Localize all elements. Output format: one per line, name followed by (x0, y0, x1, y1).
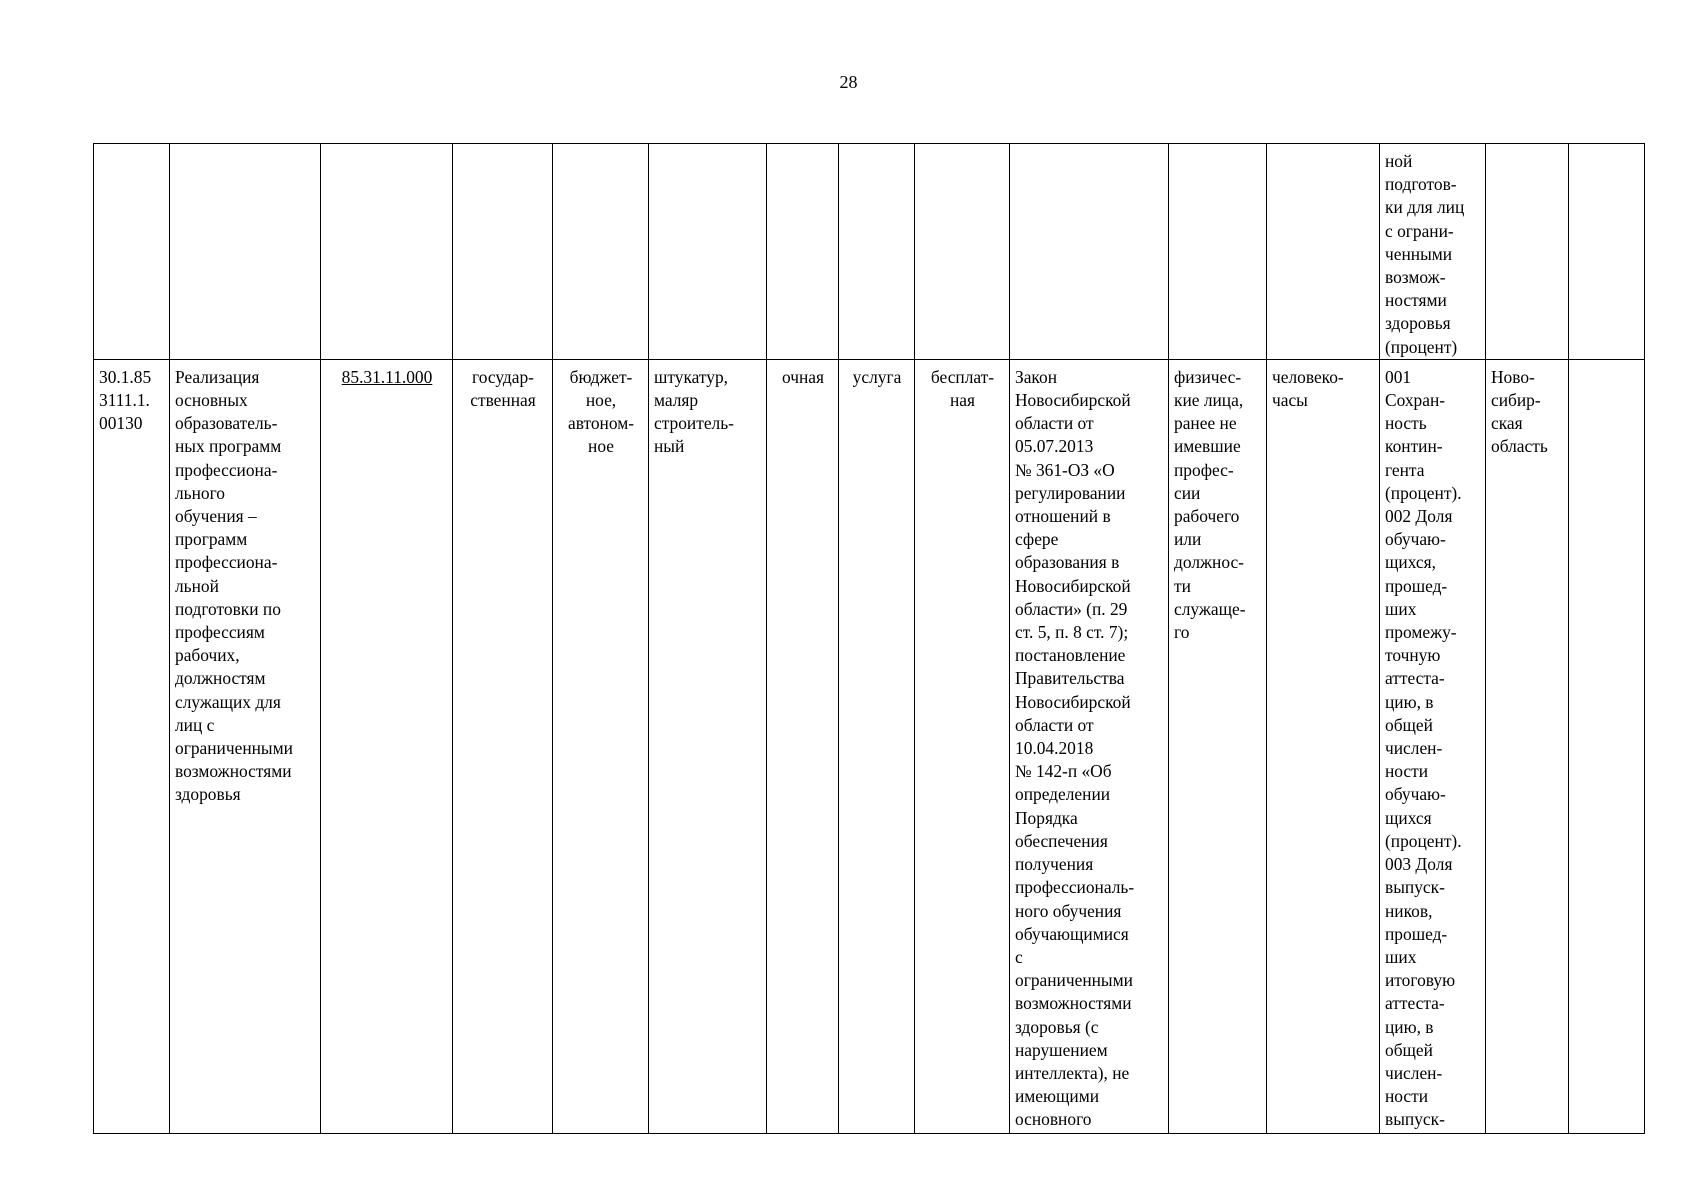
payment-cell: бесплат- ная (915, 359, 1010, 1133)
study-form-cell: очная (767, 359, 839, 1133)
table-cell (1569, 359, 1645, 1133)
service-name-cell: Реализация основных образователь- ных программ профессиона- льного обучения – программ профессиона- льной подготовки по профессиям рабочих, должностям служащих для лиц с ограниченными возможностями здоровья (170, 359, 321, 1133)
institution-type-cell: бюджет- ное, автоном- ное (553, 359, 649, 1133)
okved-code: 85.31.11.000 (341, 366, 433, 387)
region-cell: Ново- сибир- ская область (1486, 359, 1569, 1133)
volume-unit-cell: человеко- часы (1267, 359, 1380, 1133)
table-cell (1169, 144, 1267, 360)
legal-basis-cell: Закон Новосибирской области от 05.07.2013 № 361-ОЗ «О регулировании отношений в сфере образования в Новосибирской области» (п. 29 ст. 5, п. 8 ст. 7); постановление Правительства Новосибирской области от 10.04.2018 № 142-п «Об определении Порядка обеспечения получения профессиональ- ного обучения обучающимися с ограниченными возможностями здоровья (с нарушением интеллекта), не имеющими основного (1010, 359, 1169, 1133)
table-cell (170, 144, 321, 360)
quality-indicators-cell: ной подготов- ки для лиц с ограни- ченными возмож- ностями здоровья (процент) (1380, 144, 1486, 360)
kind-cell: услуга (839, 359, 915, 1133)
table-cell (767, 144, 839, 360)
table-row (94, 144, 1645, 360)
table-row (94, 359, 1645, 1133)
table-cell (1569, 144, 1645, 360)
okved-code-cell (321, 359, 453, 1133)
table-cell (1267, 144, 1380, 360)
quality-indicators-cell: 001 Сохран- ность контин- гента (процент). 002 Доля обучаю- щихся, прошед- ших промежу- точную аттеста- цию, в общей числен- ности обучаю- щихся (процент). 003 Доля выпуск- ников, прошед- ших итоговую аттеста- цию, в общей числен- ности выпуск- (1380, 359, 1486, 1133)
profession-cell: штукатур, маляр строитель- ный (649, 359, 767, 1133)
registry-code-cell: 30.1.85 3111.1. 00130 (94, 359, 170, 1133)
table-cell (94, 144, 170, 360)
table-cell (1486, 144, 1569, 360)
table-cell (915, 144, 1010, 360)
table-cell (649, 144, 767, 360)
table-cell (453, 144, 553, 360)
registry-table (93, 143, 1645, 1134)
ownership-cell: государ- ственная (453, 359, 553, 1133)
page-number: 28 (839, 72, 858, 92)
table-cell (1010, 144, 1169, 360)
table-cell (553, 144, 649, 360)
table-cell (839, 144, 915, 360)
consumers-cell: физичес- кие лица, ранее не имевшие профес- сии рабочего или должнос- ти служаще- го (1169, 359, 1267, 1133)
table-cell (321, 144, 453, 360)
